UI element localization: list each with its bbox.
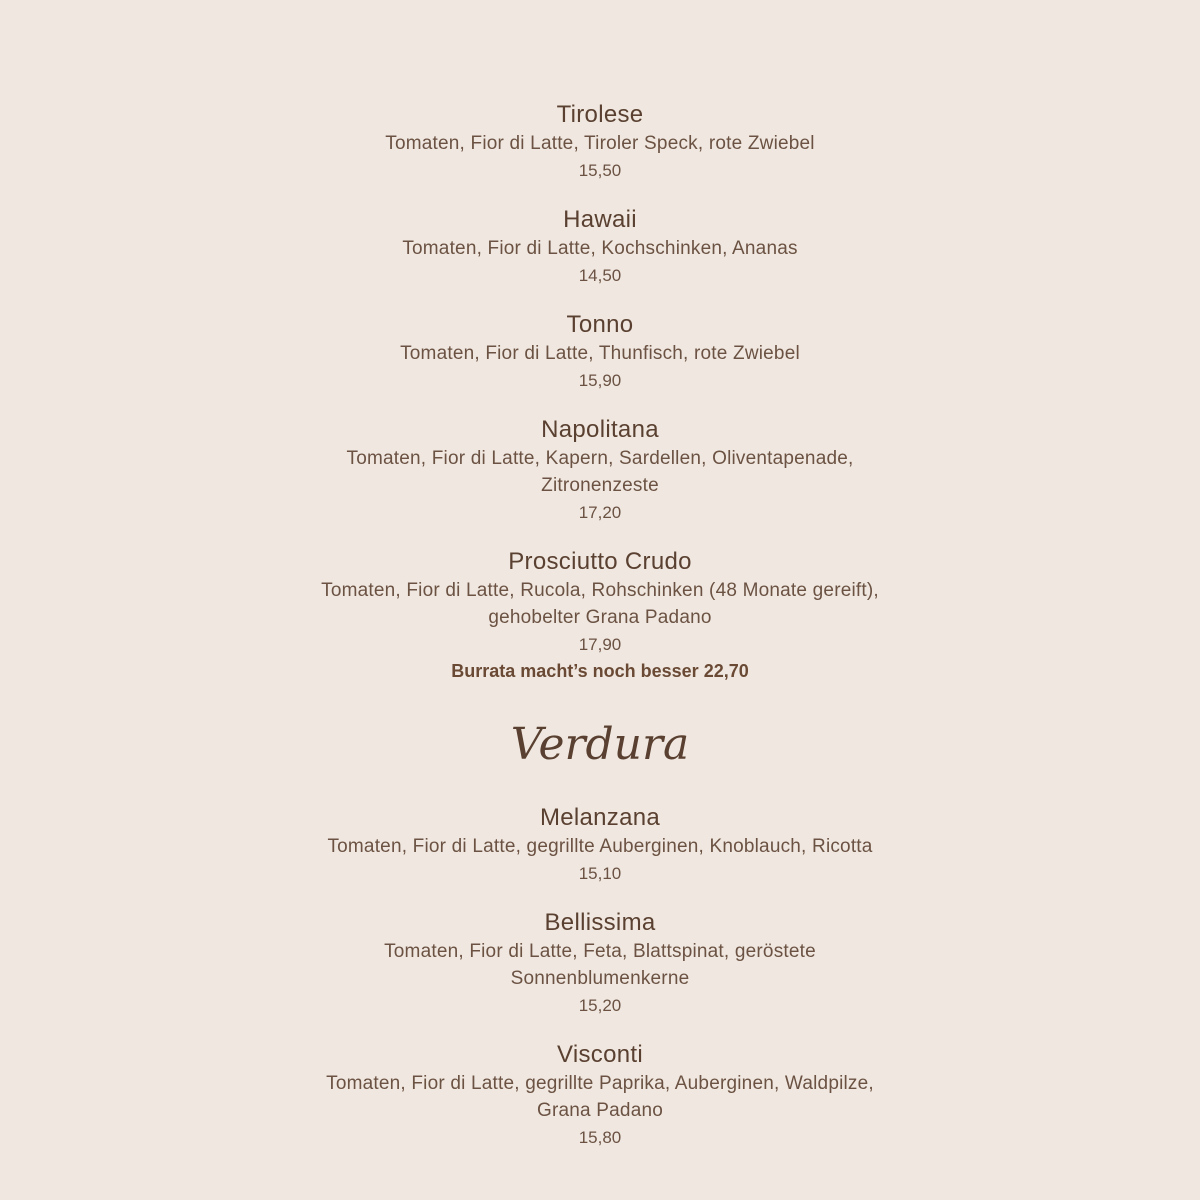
menu-item-prosciutto-crudo	[0, 546, 1200, 685]
item-name: Napolitana	[541, 416, 659, 443]
item-description-line: Tomaten, Fior di Latte, gegrillte Auberginen, Knoblauch, Ricotta	[327, 836, 873, 857]
menu-item-tirolese	[0, 99, 1200, 184]
menu-item-visconti	[0, 1039, 1200, 1151]
item-description	[0, 1070, 1200, 1124]
item-description-line: gehobelter Grana Padano	[488, 607, 712, 628]
section-title-verdura: Verdura	[510, 719, 690, 770]
item-name: Tonno	[566, 311, 634, 338]
item-name: Hawaii	[563, 206, 637, 233]
item-name: Tirolese	[556, 101, 644, 128]
item-price: 17,90	[578, 635, 622, 654]
item-description	[0, 833, 1200, 860]
item-description	[0, 577, 1200, 631]
item-price: 14,50	[578, 266, 622, 285]
item-description-line: Zitronenzeste	[541, 475, 659, 496]
item-price: 15,50	[578, 161, 622, 180]
item-price: 15,20	[578, 996, 622, 1015]
item-description-line: Tomaten, Fior di Latte, Rucola, Rohschinken (48 Monate gereift),	[321, 580, 879, 601]
item-price: 15,90	[578, 371, 622, 390]
item-price: 15,80	[578, 1128, 622, 1147]
item-extra-note: Burrata macht’s noch besser 22,70	[451, 661, 749, 681]
item-name: Melanzana	[539, 804, 661, 831]
item-description-line: Tomaten, Fior di Latte, gegrillte Paprika, Auberginen, Waldpilze,	[326, 1073, 874, 1094]
menu-item-melanzana	[0, 802, 1200, 887]
item-name: Bellissima	[544, 909, 656, 936]
item-description	[0, 340, 1200, 367]
item-price: 15,10	[578, 864, 622, 883]
item-name: Visconti	[556, 1041, 643, 1068]
item-description-line: Tomaten, Fior di Latte, Kapern, Sardellen, Oliventapenade,	[346, 448, 854, 469]
item-description	[0, 445, 1200, 499]
item-name: Prosciutto Crudo	[508, 548, 692, 575]
menu-item-bellissima	[0, 907, 1200, 1019]
item-description	[0, 130, 1200, 157]
menu-item-hawaii	[0, 204, 1200, 289]
item-description-line: Tomaten, Fior di Latte, Feta, Blattspinat, geröstete	[384, 941, 816, 962]
item-description-line: Tomaten, Fior di Latte, Thunfisch, rote Zwiebel	[400, 343, 800, 364]
item-description	[0, 938, 1200, 992]
item-description-line: Grana Padano	[537, 1100, 663, 1121]
item-price: 17,20	[578, 503, 622, 522]
item-description	[0, 235, 1200, 262]
item-description-line: Tomaten, Fior di Latte, Tiroler Speck, rote Zwiebel	[385, 133, 815, 154]
item-description-line: Tomaten, Fior di Latte, Kochschinken, Ananas	[402, 238, 798, 259]
menu-item-napolitana	[0, 414, 1200, 526]
menu-item-tonno	[0, 309, 1200, 394]
item-description-line: Sonnenblumenkerne	[510, 968, 690, 989]
